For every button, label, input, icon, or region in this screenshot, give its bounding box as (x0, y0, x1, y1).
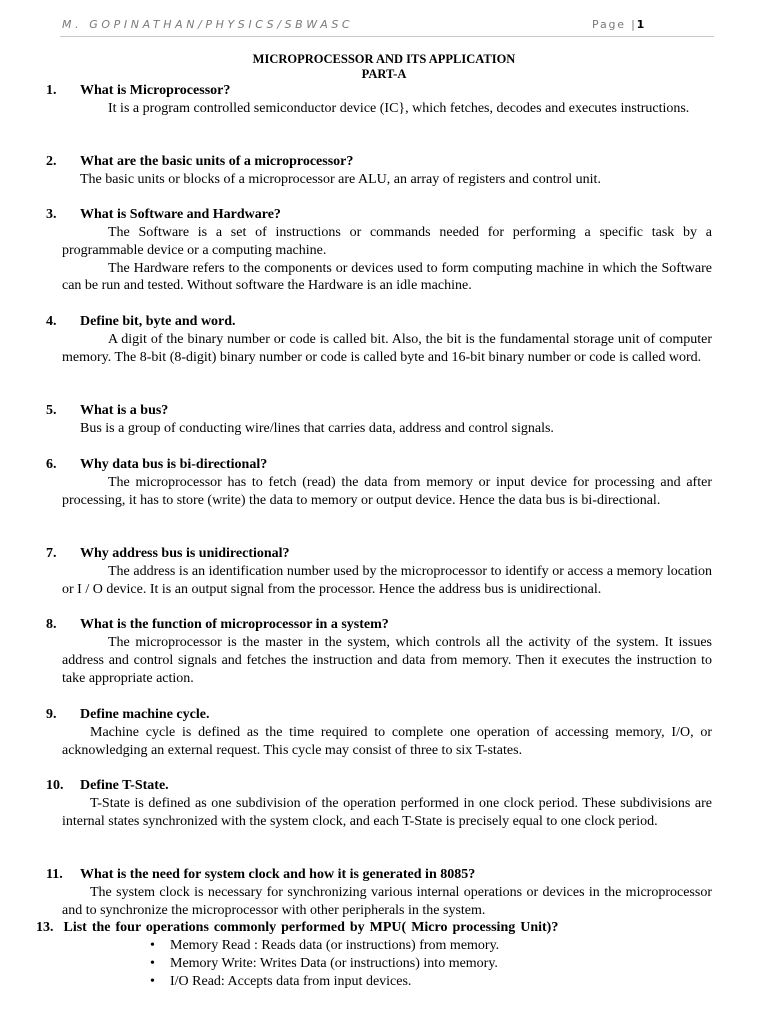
question-number: 2. (46, 154, 57, 169)
bullet-icon: • (150, 938, 155, 953)
answer-paragraph: The microprocessor has to fetch (read) the data from memory or input device for processing and after processing, it has to store (write) the data to memory or output device. Hence the data bus is bi-directional. (62, 475, 712, 508)
question-number: 1. (46, 83, 57, 98)
answer (62, 474, 712, 510)
question-text: Define machine cycle. (80, 707, 210, 722)
question-number: 13. (36, 920, 54, 935)
answer-paragraph: Bus is a group of conducting wire/lines that carries data, address and control signals. (80, 421, 554, 436)
question-text: Why data bus is bi-directional? (80, 457, 268, 472)
question-number: 8. (46, 617, 57, 632)
bullet-icon: • (150, 973, 155, 989)
answer-paragraph: T-State is defined as one subdivision of the operation performed in one clock period. These subdivisions are internal states synchronized with the system clock, and each T-State is precisely equal to one clock period. (62, 796, 712, 829)
answer-paragraph: The Software is a set of instructions or commands needed for performing a specific task by a programmable device or a computing machine. (62, 225, 712, 258)
answer-paragraph: It is a program controlled semiconductor device (IC}, which fetches, decodes and executes instructions. (108, 101, 690, 116)
answer-paragraph: The system clock is necessary for synchronizing various internal operations or devices in the microprocessor and to synchronize the microprocessor with other peripherals in the system. (62, 885, 712, 918)
page-label: Page | (592, 18, 637, 31)
question-text: What are the basic units of a microprocessor? (80, 154, 354, 169)
question-text: What is the need for system clock and how it is generated in 8085? (80, 867, 476, 882)
operations-list (150, 937, 499, 990)
answer-paragraph: The Hardware refers to the components or devices used to form computing machine in which the Software can be run and tested. Without software the Hardware is an idle machine. (62, 260, 712, 294)
answer (62, 634, 712, 687)
question-number: 11. (46, 867, 63, 882)
question-number: 6. (46, 457, 57, 472)
question-13 (36, 919, 736, 937)
document-subtitle: PART-A (361, 67, 407, 81)
list-item-text: I/O Read: Accepts data from input devices. (170, 973, 412, 989)
question-text: What is a bus? (80, 403, 169, 418)
question-4 (0, 313, 768, 367)
question-text: What is Microprocessor? (80, 83, 231, 98)
question-1 (0, 82, 768, 118)
list-item (150, 937, 499, 955)
question-text: What is Software and Hardware? (80, 207, 281, 222)
page-number: 1 (636, 18, 645, 31)
question-8 (0, 616, 768, 687)
question-number: 4. (46, 314, 57, 329)
answer-paragraph: Machine cycle is defined as the time required to complete one operation of accessing memory, I/O, or acknowledging an external request. This cycle may consist of three to six T-states. (62, 725, 712, 758)
question-number: 10. (46, 778, 64, 793)
answer (62, 563, 712, 599)
answer (62, 420, 712, 438)
list-item (150, 973, 499, 991)
answer-paragraph: The address is an identification number used by the microprocessor to identify or access a memory location or I / O device. It is an output signal from the processor. Hence the address bus is unidirectional. (62, 564, 712, 597)
answer-paragraph: The basic units or blocks of a microprocessor are ALU, an array of registers and control unit. (80, 172, 601, 187)
answer (62, 331, 712, 367)
header-page-number (592, 18, 644, 31)
question-7 (0, 545, 768, 599)
answer-paragraph: The microprocessor is the master in the system, which controls all the activity of the system. It issues address and control signals and fetches the instruction and data from memory. Then it executes the instruction to take appropriate action. (62, 635, 712, 686)
header-author: M. GOPINATHAN/PHYSICS/SBWASC (62, 18, 354, 31)
question-9 (0, 706, 768, 760)
header-divider (60, 36, 714, 37)
question-number: 3. (46, 207, 57, 222)
question-number: 7. (46, 546, 57, 561)
list-item (150, 955, 499, 973)
document-title: MICROPROCESSOR AND ITS APPLICATION (252, 52, 516, 66)
question-text: Why address bus is unidirectional? (80, 546, 290, 561)
question-5 (0, 402, 768, 438)
question-11 (0, 866, 768, 920)
question-number: 9. (46, 707, 57, 722)
answer (62, 724, 712, 760)
question-text: Define bit, byte and word. (80, 314, 236, 329)
answer (62, 884, 712, 920)
list-item-text: Memory Read : Reads data (or instructions) from memory. (170, 938, 500, 953)
question-text: List the four operations commonly performed by MPU( Micro processing Unit)? (63, 920, 559, 935)
answer-paragraph: A digit of the binary number or code is called bit. Also, the bit is the fundamental storage unit of computer memory. The 8-bit (8-digit) binary number or code is called byte and 16-bit binary number or code is called word. (62, 332, 712, 365)
answer (62, 100, 712, 118)
question-2 (0, 153, 768, 189)
question-number: 5. (46, 403, 57, 418)
answer (62, 171, 712, 189)
question-text: What is the function of microprocessor in a system? (80, 617, 389, 632)
answer (62, 224, 712, 295)
question-6 (0, 456, 768, 510)
question-text: Define T-State. (80, 778, 169, 793)
list-item-text: Memory Write: Writes Data (or instructions) into memory. (170, 955, 498, 971)
answer (62, 795, 712, 831)
bullet-icon: • (150, 955, 155, 971)
question-3 (0, 206, 768, 295)
question-10 (0, 777, 768, 831)
